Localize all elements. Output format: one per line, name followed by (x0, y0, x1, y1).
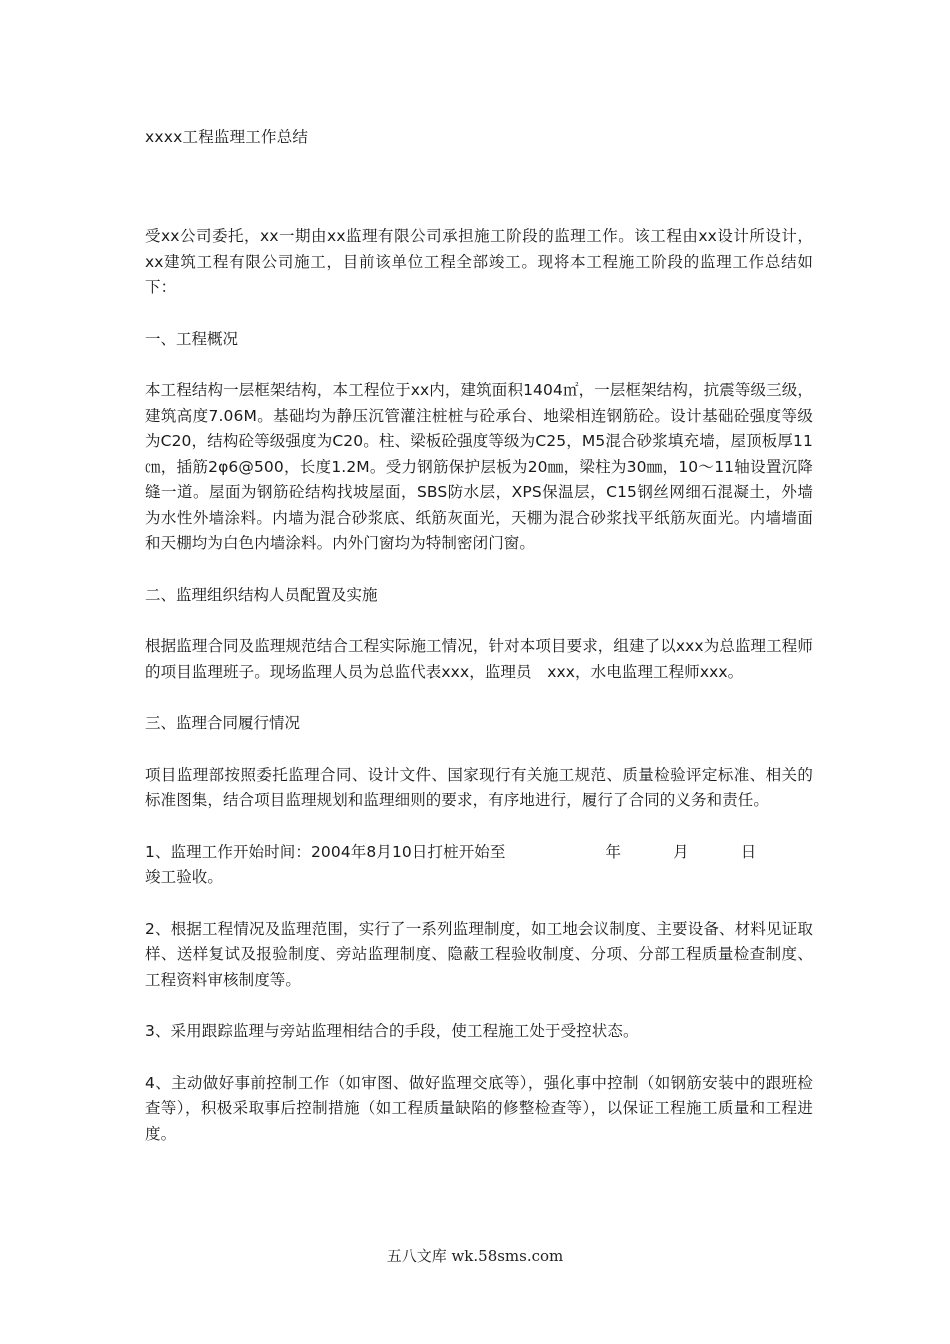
overview-paragraph: 本工程结构一层框架结构，本工程位于xx内，建筑面积1404㎡，一层框架结构，抗震等级三级，建筑高度7.06M。基础均为静压沉管灌注桩桩与砼承台、地梁相连钢筋砼。设计基础砼强度等级为C20，结构砼等级强度为C20。柱、梁板砼强度等级为C25，M5混合砂浆填充墙，屋顶板厚11㎝，插筋2φ6@500，长度1.2M。受力钢筋保护层板为20㎜，梁柱为30㎜，10～11轴设置沉降缝一道。屋面为钢筋砼结构找坡屋面，SBS防水层，XPS保温层，C15钢丝网细石混凝土，外墙为水性外墙涂料。内墙为混合砂浆底、纸筋灰面光，天棚为混合砂浆找平纸筋灰面光。内墙墙面和天棚均为白色内墙涂料。内外门窗均为特制密闭门窗。 (145, 381, 813, 552)
item-1-suffix: 竣工验收。 (145, 868, 224, 886)
contract-paragraph: 项目监理部按照委托监理合同、设计文件、国家现行有关施工规范、质量检验评定标准、相关的标准图集，结合项目监理规划和监理细则的要求，有序地进行，履行了合同的义务和责任。 (145, 765, 813, 809)
item-3-paragraph: 3、采用跟踪监理与旁站监理相结合的手段，使工程施工处于受控状态。 (145, 1022, 639, 1040)
item-1-prefix: 1、监理工作开始时间：2004年8月10日打桩开始至 (145, 842, 506, 861)
organization-paragraph: 根据监理合同及监理规范结合工程实际施工情况，针对本项目要求，组建了以xxx为总监理工程师的项目监理班子。现场监理人员为总监代表xxx，监理员 xxx，水电监理工程师xxx。 (145, 637, 813, 681)
section-heading-contract: 三、监理合同履行情况 (145, 714, 301, 732)
intro-paragraph: 受xx公司委托，xx一期由xx监理有限公司承担施工阶段的监理工作。该工程由xx设计所设计，xx建筑工程有限公司施工，目前该单位工程全部竣工。现将本工程施工阶段的监理工作总结如下： (145, 227, 813, 296)
document-body (145, 124, 813, 1173)
item-4-paragraph: 4、主动做好事前控制工作（如审图、做好监理交底等），强化事中控制（如钢筋安装中的跟班检查等），积极采取事后控制措施（如工程质量缺陷的修整检查等），以保证工程施工质量和工程进度。 (145, 1073, 813, 1143)
item-1-paragraph (145, 840, 813, 891)
section-heading-organization: 二、监理组织结构人员配置及实施 (145, 585, 378, 604)
item-1-day: 日 (740, 842, 757, 861)
document-title: xxxx工程监理工作总结 (145, 128, 309, 146)
item-1-month: 月 (673, 842, 689, 861)
item-1-year: 年 (605, 842, 622, 861)
footer-watermark: 五八文库 wk.58sms.com (386, 1247, 564, 1265)
section-heading-overview: 一、工程概况 (145, 329, 239, 348)
item-2-paragraph: 2、根据工程情况及监理范围，实行了一系列监理制度，如工地会议制度、主要设备、材料见证取样、送样复试及报验制度、旁站监理制度、隐蔽工程验收制度、分项、分部工程质量检查制度、工程资料审核制度等。 (145, 919, 813, 989)
